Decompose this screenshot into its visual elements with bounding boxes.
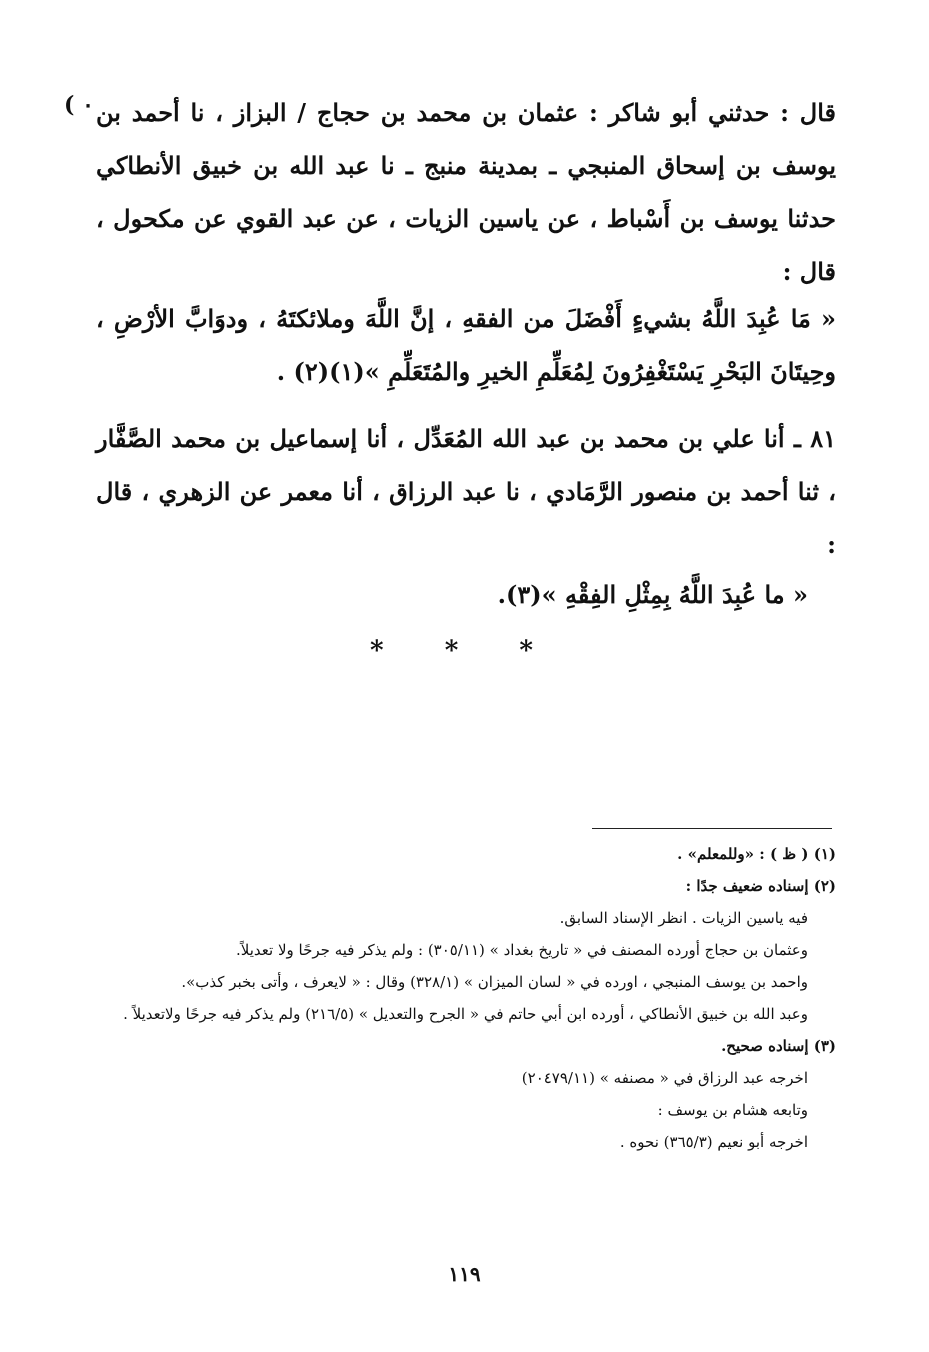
footnote-1: (١) ( ظ ) : «وللمعلم» .: [677, 845, 836, 863]
paragraph-hadith-81: « ما عُبِدَ اللَّهُ بِمِثْلِ الفِقْهِ »(٣).: [497, 580, 808, 609]
footnote-2-line: واحمد بن يوسف المنبجي ، اورده في « لسان الميزان » (٣٢٨/١) وقال : « لايعرف ، وأتى بخبر كذب».: [181, 973, 808, 991]
marginal-mark: ( ٠: [64, 92, 94, 118]
paragraph-isnad-1: قال : حدثني أبو شاكر : عثمان بن محمد بن حجاج / البزاز ، نا أحمد بن يوسف بن إسحاق المنبجي ـ بمدينة منبج ـ نا عبد الله بن خبيق الأنطاكي حدثنا يوسف بن أَسْباط ، عن ياسين الزيات ، عن عبد القوي عن مكحول ، قال :: [96, 98, 837, 286]
footnote-3-heading: (٣) إسناده صحيح.: [721, 1037, 836, 1055]
footnote-rule: [592, 828, 832, 829]
footnote-2-line: فيه ياسين الزيات . انظر الإسناد السابق.: [559, 909, 808, 927]
page-number: ١١٩: [448, 1262, 481, 1286]
footnote-2-heading: (٢) إسناده ضعيف جدًا :: [685, 877, 836, 895]
main-text-block-1: [96, 86, 836, 298]
main-text-block-3: [96, 412, 836, 571]
footnote-2-line: وعثمان بن حجاج أورده المصنف في « تاريخ بغداد » (٣٠٥/١١) : ولم يذكر فيه جرحًا ولا تعديلاً.: [236, 941, 808, 959]
footnotes-block: [110, 838, 836, 1158]
footnote-3-line: اخرجه أبو نعيم (٣٦٥/٣) نحوه .: [619, 1133, 808, 1151]
main-text-block-4: [96, 568, 836, 621]
paragraph-hadith-1: « مَا عُبِدَ اللَّهُ بشيءٍ أَفْضَلَ من الفقهِ ، إنَّ اللَّهَ وملائكتَهُ ، ودوَابَّ الأرْضِ ، وحِيتَانَ البَحْرِ يَسْتَغْفِرُونَ لِمُعَلِّمِ الخيرِ والمُتَعَلِّمِ »(١)(٢) .: [96, 304, 836, 386]
paragraph-isnad-81: ٨١ ـ أنا علي بن محمد بن عبد الله المُعَدِّل ، أنا إسماعيل بن محمد الصَّفَّار ، ثنا أحمد بن منصور الرَّمَادي ، نا عبد الرزاق ، أنا معمر عن الزهري ، قال :: [96, 424, 836, 559]
main-text-block-2: [96, 292, 836, 398]
footnote-3-line: وتابعه هشام بن يوسف :: [657, 1101, 808, 1119]
section-separator: * * *: [370, 636, 559, 666]
footnote-3-line: اخرجه عبد الرزاق في « مصنفه » (٢٠٤٧٩/١١): [521, 1069, 808, 1087]
footnote-2-line: وعبد الله بن خبيق الأنطاكي ، أورده ابن أبي حاتم في « الجرح والتعديل » (٢١٦/٥) ولم يذكر فيه جرحًا ولاتعديلاً .: [123, 1005, 808, 1023]
